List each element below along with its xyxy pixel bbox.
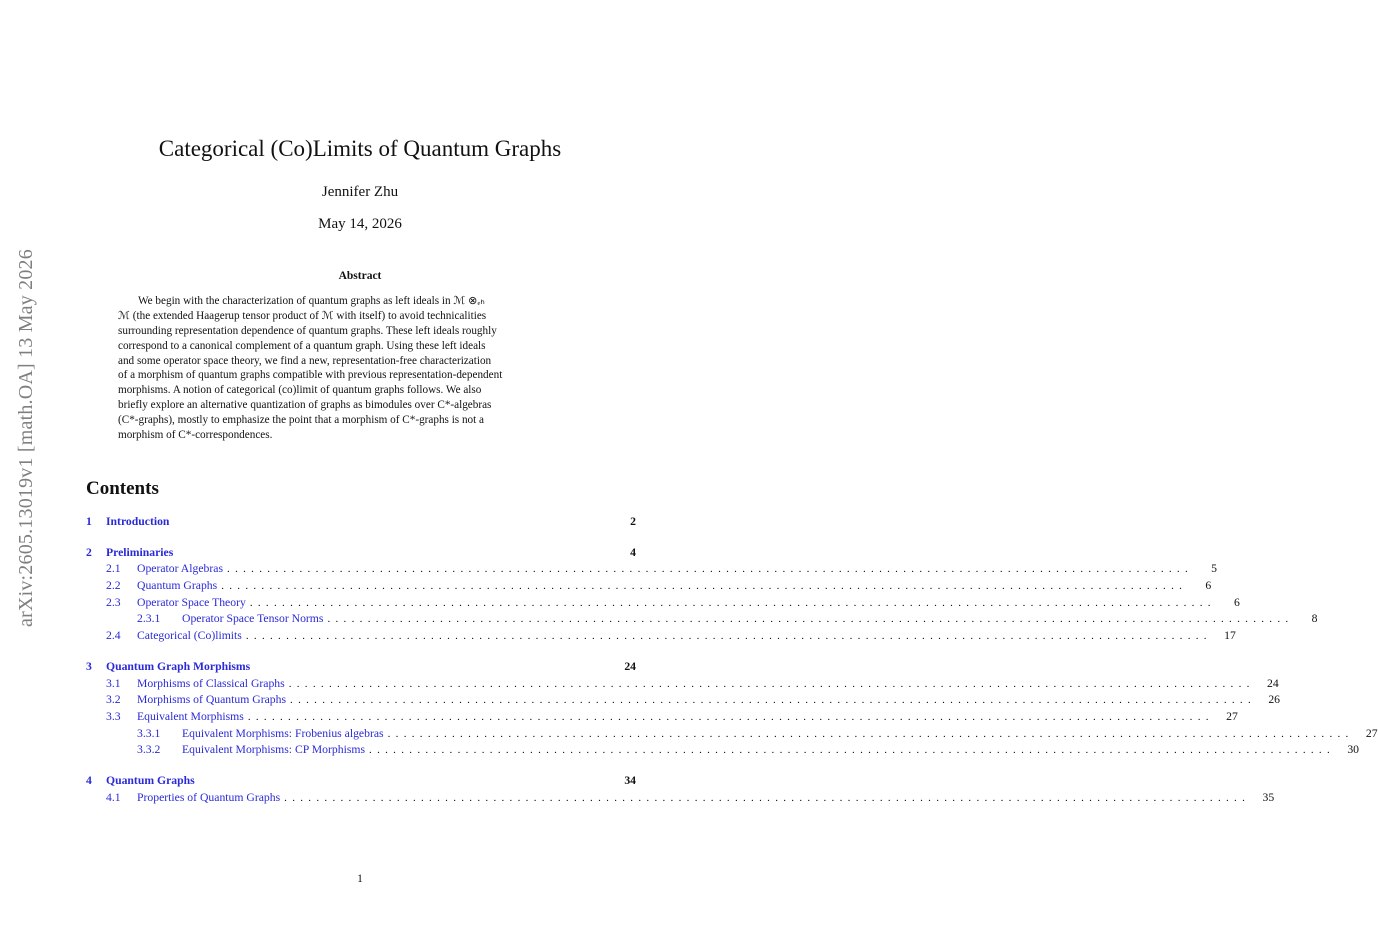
toc-entry-number: 2.4	[106, 629, 121, 643]
toc-entry-title[interactable]: Quantum Graphs	[137, 579, 218, 593]
toc-dot-leader: ........................................................................................................................	[249, 596, 1216, 609]
toc-chapter-link[interactable]	[86, 545, 636, 562]
toc-entry-title[interactable]: Properties of Quantum Graphs	[137, 790, 281, 804]
toc-dot-leader: ........................................................................................................................	[284, 791, 1251, 804]
toc-entry-number: 4	[86, 773, 92, 787]
date: May 14, 2026	[318, 216, 402, 232]
toc-section-link[interactable]	[86, 676, 1279, 693]
abstract-line: and some operator space theory, we find a new, representation-free characterization	[118, 354, 492, 367]
toc-entry-page: 27	[1226, 709, 1238, 723]
toc-entry-number: 3.3.2	[137, 743, 161, 757]
toc-entry-number: 1	[86, 515, 92, 528]
toc-entry-page: 27	[1365, 726, 1378, 740]
toc-dot-leader: ........................................................................................................................	[369, 744, 1336, 757]
toc-section-link[interactable]	[86, 790, 1275, 807]
abstract-line: ℳ (the extended Haagerup tensor product of ℳ with itself) to avoid technicalities	[118, 309, 487, 322]
abstract-line: briefly explore an alternative quantization of graphs as bimodules over C*-algebras	[118, 399, 492, 412]
abstract-line: of a morphism of quantum graphs compatible with previous representation-dependent	[118, 369, 503, 382]
toc-entry-page: 4	[630, 545, 636, 559]
toc-entry-page: 5	[1211, 562, 1218, 576]
toc-entry-page: 17	[1224, 629, 1236, 643]
toc-chapter-link[interactable]	[86, 659, 636, 676]
toc-entry-title[interactable]: Morphisms of Classical Graphs	[137, 676, 285, 690]
contents-heading: Contents	[86, 478, 159, 499]
toc-section-link[interactable]	[86, 692, 1281, 709]
toc-entry-page: 8	[1311, 612, 1318, 626]
toc-entry-title[interactable]: Categorical (Co)limits	[137, 629, 242, 643]
toc-entry-number: 3.3.1	[137, 726, 161, 740]
toc-entry-number: 3.2	[106, 693, 121, 707]
toc-dot-leader: ........................................................................................................................	[227, 563, 1194, 576]
toc-entry-page: 6	[1205, 579, 1212, 593]
toc-entry-title[interactable]: Operator Space Tensor Norms	[182, 612, 324, 626]
toc-entry-title[interactable]: Equivalent Morphisms: CP Morphisms	[182, 743, 366, 757]
toc-entry-title[interactable]: Quantum Graphs	[106, 773, 195, 787]
abstract-body	[118, 294, 602, 443]
toc-entry-number: 2.2	[106, 579, 121, 593]
toc-entry-number: 2.3	[106, 595, 121, 609]
author: Jennifer Zhu	[321, 184, 399, 200]
toc-dot-leader: ........................................................................................................................	[327, 613, 1294, 626]
table-of-contents	[86, 514, 1378, 806]
toc-entry-title[interactable]: Preliminaries	[106, 545, 174, 559]
toc-entry-title[interactable]: Equivalent Morphisms	[137, 709, 244, 723]
toc-entry-page: 24	[624, 659, 636, 673]
abstract-line: surrounding representation dependence of quantum graphs. These left ideals roughly	[118, 324, 497, 337]
toc-entry-page: 30	[1347, 743, 1360, 757]
toc-entry-page: 2	[630, 515, 636, 528]
toc-section-link[interactable]	[86, 595, 1240, 612]
arxiv-stamp: arXiv:2605.13019v1 [math.OA] 13 May 2026	[15, 249, 37, 627]
toc-entry-page: 6	[1233, 595, 1240, 609]
abstract-line: morphism of C*-correspondences.	[118, 429, 273, 442]
toc-entry-page: 35	[1262, 790, 1275, 804]
toc-dot-leader: ........................................................................................................................	[290, 694, 1257, 707]
toc-entry-number: 3.3	[106, 709, 121, 723]
toc-entry-number: 3.1	[106, 676, 121, 690]
toc-entry-title[interactable]: Equivalent Morphisms: Frobenius algebras	[182, 726, 384, 740]
toc-entry-number: 2.1	[106, 562, 121, 576]
paper-title: Categorical (Co)Limits of Quantum Graphs	[158, 136, 562, 161]
toc-dot-leader: ........................................................................................................................	[247, 710, 1214, 723]
toc-entry-title[interactable]: Quantum Graph Morphisms	[106, 659, 251, 673]
toc-entry-page: 34	[624, 773, 636, 787]
toc-entry-title[interactable]: Morphisms of Quantum Graphs	[137, 693, 287, 707]
toc-entry-number: 3	[86, 659, 92, 673]
toc-subsection-link[interactable]	[86, 726, 1378, 743]
abstract-line: (C*-graphs), mostly to emphasize the point that a morphism of C*-graphs is not a	[118, 414, 485, 427]
abstract-heading: Abstract	[338, 270, 382, 282]
toc-section-link[interactable]	[86, 628, 1236, 645]
page-number: 1	[357, 873, 363, 885]
toc-subsection-link[interactable]	[86, 742, 1360, 759]
toc-entry-title[interactable]: Operator Space Theory	[137, 595, 246, 609]
abstract-line: morphisms. A notion of categorical (co)limit of quantum graphs follows. We also	[118, 384, 482, 397]
toc-entry-number: 2.3.1	[137, 612, 161, 626]
toc-subsection-link[interactable]	[86, 611, 1318, 628]
toc-chapter-link[interactable]	[86, 773, 636, 790]
toc-dot-leader: ........................................................................................................................	[245, 630, 1212, 643]
toc-chapter-link[interactable]	[86, 514, 636, 531]
toc-entry-number: 2	[86, 545, 92, 559]
toc-section-link[interactable]	[86, 709, 1238, 726]
toc-dot-leader: ........................................................................................................................	[221, 580, 1188, 593]
toc-entry-number: 4.1	[106, 790, 121, 804]
toc-entry-page: 26	[1268, 693, 1281, 707]
toc-entry-page: 24	[1267, 676, 1279, 690]
toc-entry-title[interactable]: Introduction	[106, 515, 170, 528]
abstract-line: correspond to a canonical complement of a quantum graph. Using these left ideals	[118, 339, 486, 352]
toc-section-link[interactable]	[86, 578, 1212, 595]
abstract-line: We begin with the characterization of quantum graphs as left ideals in ℳ ⊗ₑₕ	[138, 295, 485, 307]
toc-section-link[interactable]	[86, 561, 1218, 578]
toc-entry-title[interactable]: Operator Algebras	[137, 562, 224, 576]
toc-dot-leader: ........................................................................................................................	[288, 677, 1255, 690]
toc-dot-leader: ........................................................................................................................	[387, 727, 1354, 740]
